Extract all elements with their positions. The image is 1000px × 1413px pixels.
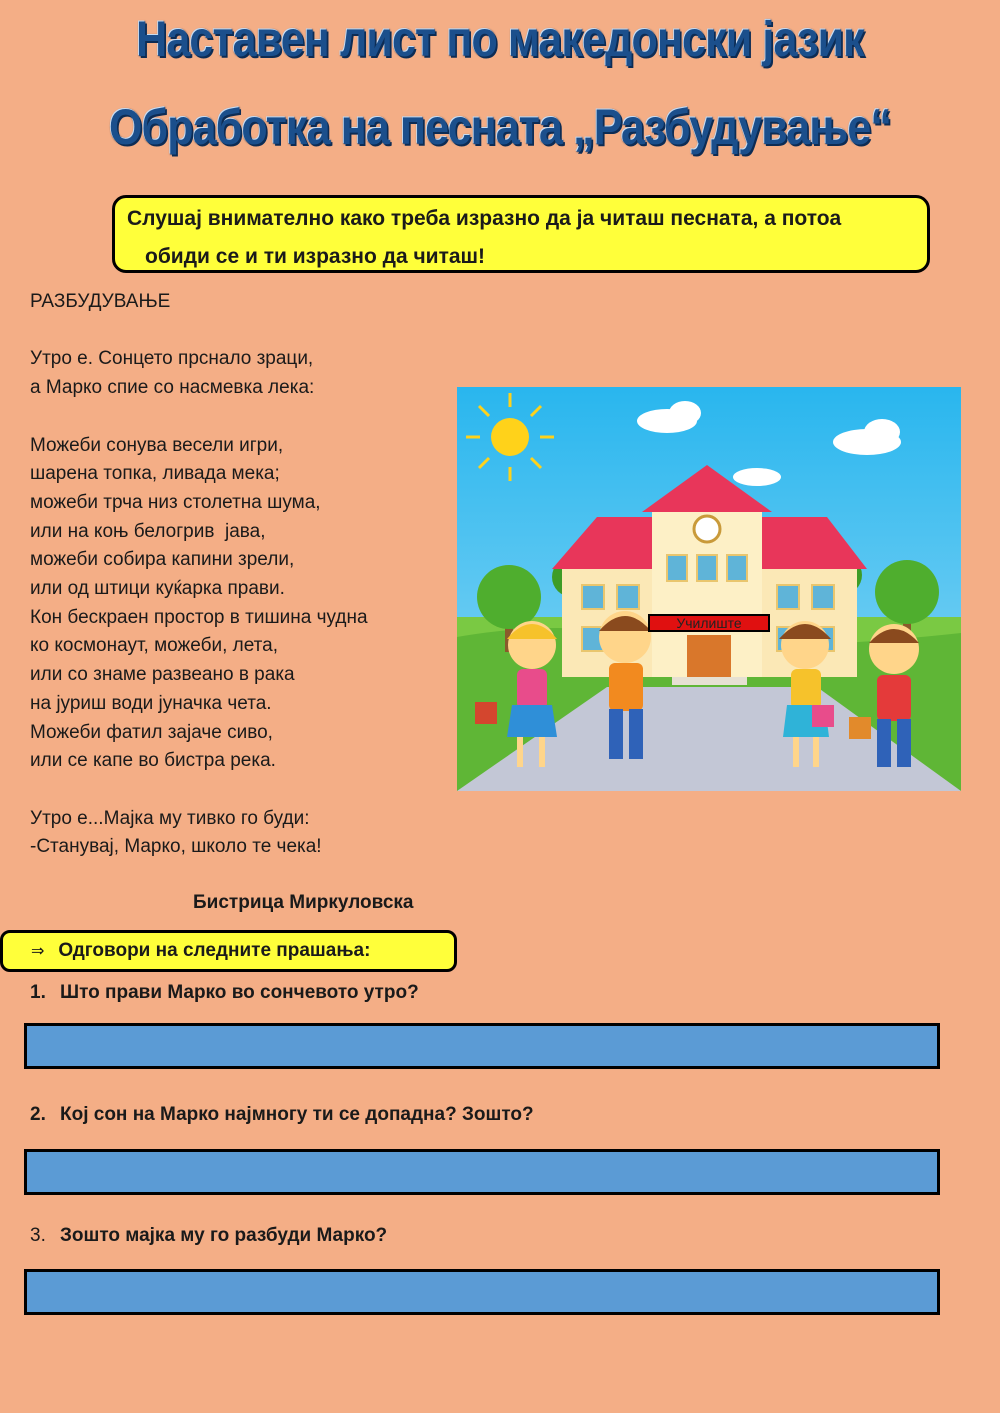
poem-stanza-2: Можеби сонува весели игри, шарена топка, ливада мека; можеби трча низ столетна шума, или на коњ белогрив јава, можеби собира капини зрели, или од штици куќарка прави. Кон бескраен простор в тишина чудна ко космонаут, можеби, лета, или со знаме развеано в рака на јуриш води јуначка чета. Можеби фатил зајаче сиво, или се капе во бистра река. (30, 434, 368, 772)
questions-header (0, 930, 457, 972)
poem-stanza-1: Утро е. Сонцето прснало зраци, а Марко спие со насмевка лека: (30, 348, 315, 399)
answer-field-1[interactable] (24, 1023, 940, 1069)
poem-author: Бистрица Миркуловска (193, 892, 414, 913)
question-2 (30, 1104, 534, 1126)
question-text: Кој сон на Марко најмногу ти се допадна? Зошто? (60, 1104, 534, 1125)
poem (30, 288, 450, 862)
poem-stanza-3: Утро е...Мајка му тивко го буди: -Станувај, Марко, школо те чека! (30, 807, 322, 858)
page-title-line1: Наставен лист по македонски јазик (136, 11, 864, 67)
question-3 (30, 1225, 387, 1247)
question-text: Зошто мајка му го разбуди Марко? (60, 1225, 388, 1246)
school-sign: Училиште (648, 614, 770, 632)
answer-field-2[interactable] (24, 1149, 940, 1195)
page-title-line2: Обработка на песната „Разбудување“ (108, 99, 892, 155)
poem-title: РАЗБУДУВАЊЕ (30, 291, 171, 312)
question-number: 2. (30, 1104, 46, 1125)
question-number: 1. (30, 982, 46, 1003)
school-illustration (457, 387, 961, 791)
question-text: Што прави Марко во сончевото утро? (60, 982, 419, 1003)
instruction-line1: Слушај внимателно како треба изразно да ја читаш песната, а потоа (127, 207, 842, 230)
sun-icon (466, 393, 554, 481)
instruction-box (112, 195, 930, 273)
answer-field-3[interactable] (24, 1269, 940, 1315)
arrow-right-icon: ⇒ (31, 943, 45, 960)
question-1 (30, 982, 419, 1004)
questions-header-label: Одговори на следните прашања: (58, 940, 371, 961)
instruction-line2: обиди се и ти изразно да читаш! (145, 245, 486, 268)
question-number: 3. (30, 1225, 46, 1246)
